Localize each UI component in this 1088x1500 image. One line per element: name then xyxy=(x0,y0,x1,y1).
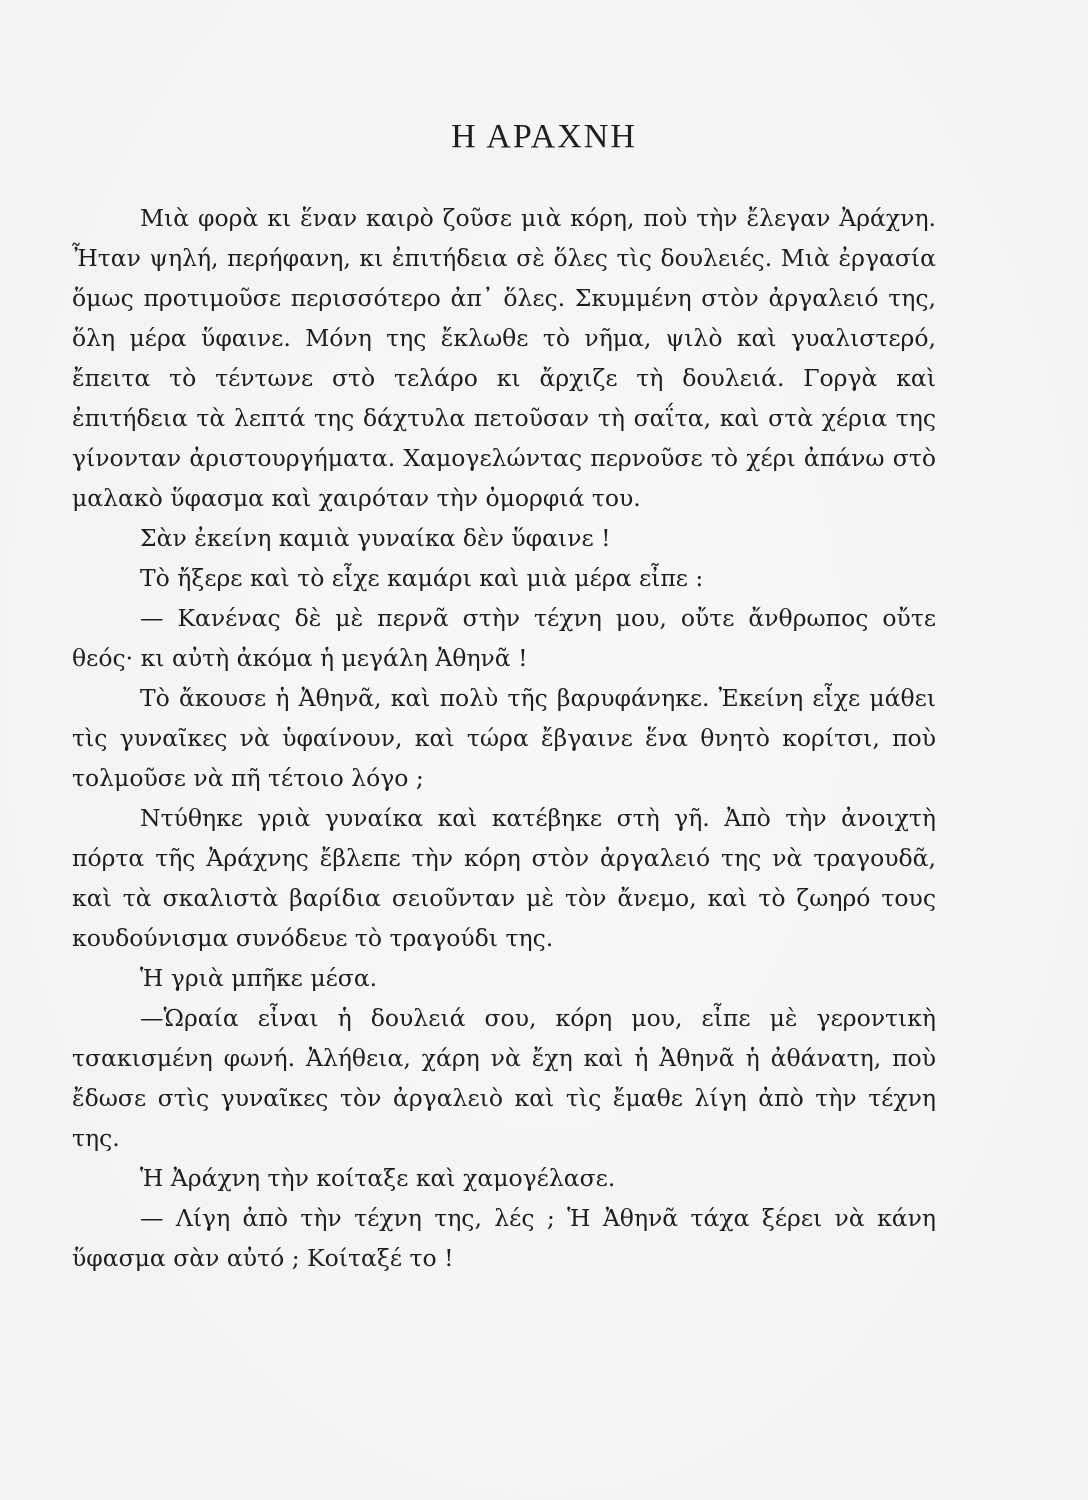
paragraph-5: Τὸ ἄκουσε ἡ Ἀθηνᾶ, καὶ πολὺ τῆς βαρυφάνηκε. Ἐκείνη εἶχε μάθει τὶς γυναῖκες νὰ ὑφαίνουν, καὶ τώρα ἔβγαινε ἕνα θνητὸ κορίτσι, ποὺ τολμοῦσε νὰ πῆ τέτοιο λόγο ; xyxy=(72,684,936,792)
paragraph-1: Μιὰ φορὰ κι ἕναν καιρὸ ζοῦσε μιὰ κόρη, ποὺ τὴν ἔλεγαν Ἀράχνη. Ἦταν ψηλή, περήφανη, κι ἐπιτήδεια σὲ ὅλες τὶς δουλειές. Μιὰ ἐργασία ὅμως προτιμοῦσε περισσότερο ἀπ᾽ ὅλες. Σκυμμένη στὸν ἀργαλειό της, ὅλη μέρα ὕφαινε. Μόνη της ἔκλωθε τὸ νῆμα, ψιλὸ καὶ γυαλιστερό, ἔπειτα τὸ τέντωνε στὸ τελάρο κι ἄρχιζε τὴ δουλειά. Γοργὰ καὶ ἐπιτήδεια τὰ λεπτά της δάχτυλα πετοῦσαν τὴ σαΐτα, καὶ στὰ χέρια της γίνονταν ἀριστουργήματα. Χαμογελώντας περνοῦσε τὸ χέρι ἀπάνω στὸ μαλακὸ ὕφασμα καὶ χαιρόταν τὴν ὀμορφιά του. xyxy=(72,204,936,512)
story-text xyxy=(72,198,936,1278)
paragraph-10: — Λίγη ἀπὸ τὴν τέχνη της, λές ; Ἡ Ἀθηνᾶ τάχα ξέρει νὰ κάνη ὕφασμα σὰν αὐτό ; Κοίταξέ το ! xyxy=(72,1204,936,1272)
paragraph-9: Ἡ Ἀράχνη τὴν κοίταξε καὶ χαμογέλασε. xyxy=(140,1164,616,1192)
paragraph-2: Σὰν ἐκείνη καμιὰ γυναίκα δὲν ὕφαινε ! xyxy=(140,524,611,552)
paragraph-3: Τὸ ἤξερε καὶ τὸ εἶχε καμάρι καὶ μιὰ μέρα εἶπε : xyxy=(140,564,704,592)
page-title: Η ΑΡΑΧΝΗ xyxy=(451,118,637,155)
paragraph-7: Ἡ γριὰ μπῆκε μέσα. xyxy=(140,964,378,992)
paragraph-6: Ντύθηκε γριὰ γυναίκα καὶ κατέβηκε στὴ γῆ. Ἀπὸ τὴν ἀνοιχτὴ πόρτα τῆς Ἀράχνης ἔβλεπε τὴν κόρη στὸν ἀργαλειό της νὰ τραγουδᾶ, καὶ τὰ σκαλιστὰ βαρίδια σειοῦνταν μὲ τὸν ἄνεμο, καὶ τὸ ζωηρό τους κουδούνισμα συνόδευε τὸ τραγούδι της. xyxy=(72,804,936,952)
paragraph-8: —Ὡραία εἶναι ἡ δουλειά σου, κόρη μου, εἶπε μὲ γεροντικὴ τσακισμένη φωνή. Ἀλήθεια, χάρη νὰ ἔχη καὶ ἡ Ἀθηνᾶ ἡ ἀθάνατη, ποὺ ἔδωσε στὶς γυναῖκες τὸν ἀργαλειὸ καὶ τὶς ἔμαθε λίγη ἀπὸ τὴν τέχνη της. xyxy=(72,1004,936,1152)
paragraph-4: — Κανένας δὲ μὲ περνᾶ στὴν τέχνη μου, οὔτε ἄνθρωπος οὔτε θεός· κι αὐτὴ ἀκόμα ἡ μεγάλη Ἀθηνᾶ ! xyxy=(72,604,936,672)
